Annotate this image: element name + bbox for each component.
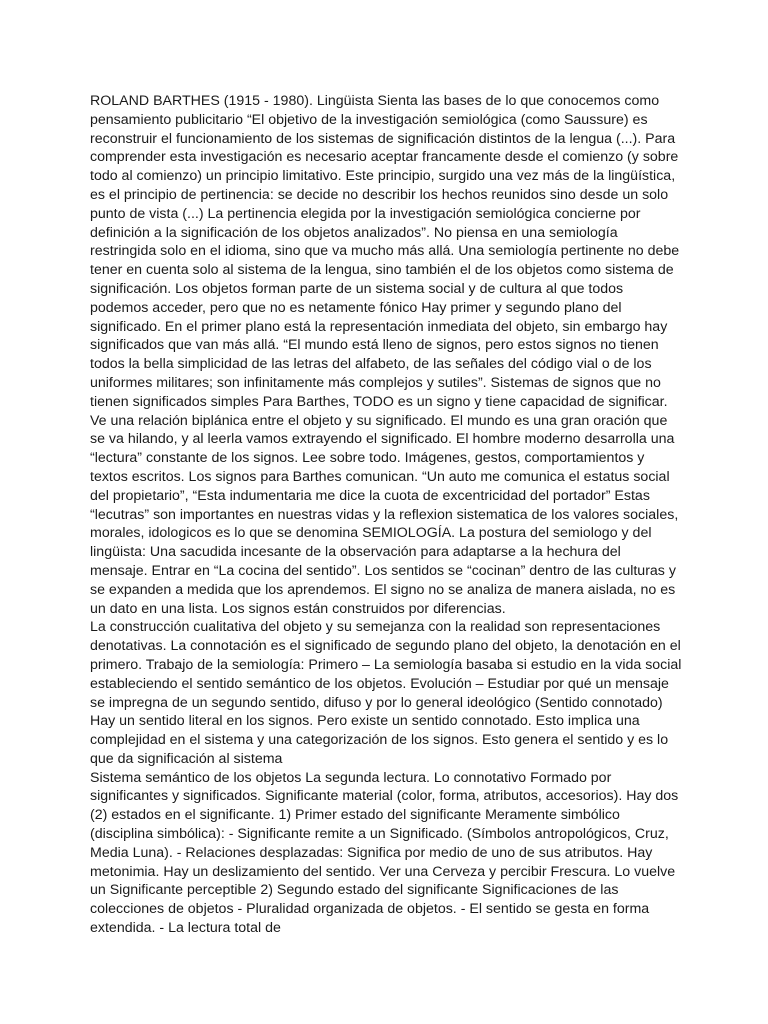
- paragraph-2: La construcción cualitativa del objeto y su semejanza con la realidad son representaciones denotativas. La connotación es el significado de segundo plano del objeto, la denotación en el primero. Trabajo de la semiología: Primero – La semiología basaba si estudio en la vida social estableciendo el sentido semántico de los objetos. Evolución – Estudiar por qué un mensaje se impregna de un segundo sentido, difuso y por lo general ideológico (Sentido connotado) Hay un sentido literal en los signos. Pero existe un sentido connotado. Esto implica una complejidad en el sistema y una categorización de los signos. Esto genera el sentido y es lo que da significación al sistema: [90, 619, 682, 767]
- paragraph-1: ROLAND BARTHES (1915 - 1980). Lingüista Sienta las bases de lo que conocemos como pensamiento publicitario “El objetivo de la investigación semiológica (como Saussure) es reconstruir el funcionamiento de los sistemas de significación distintos de la lengua (...). Para comprender esta investigación es necesario aceptar francamente desde el comienzo (y sobre todo al comienzo) un principio limitativo. Este principio, surgido una vez más de la lingüística, es el principio de pertinencia: se decide no describir los hechos reunidos sino desde un solo punto de vista (...) La pertinencia elegida por la investigación semiológica concierne por definición a la significación de los objetos analizados”. No piensa en una semiología restringida solo en el idioma, sino que va mucho más allá. Una semiología pertinente no debe tener en cuenta solo al sistema de la lengua, sino también el de los objetos como sistema de significación. Los objetos forman parte de un sistema social y de cultura al que todos podemos acceder, pero que no es netamente fónico Hay primer y segundo plano del significado. En el primer plano está la representación inmediata del objeto, sin embargo hay significados que van más allá. “El mundo está lleno de signos, pero estos signos no tienen todos la bella simplicidad de las letras del alfabeto, de las señales del código vial o de los uniformes militares; son infinitamente más complejos y sutiles”. Sistemas de signos que no tienen significados simples Para Barthes, TODO es un signo y tiene capacidad de significar. Ve una relación biplánica entre el objeto y su significado. El mundo es una gran oración que se va hilando, y al leerla vamos extrayendo el significado. El hombre moderno desarrolla una “lectura” constante de los signos. Lee sobre todo. Imágenes, gestos, comportamientos y textos escritos. Los signos para Barthes comunican. “Un auto me comunica el estatus social del propietario”, “Esta indumentaria me dice la cuota de excentricidad del portador” Estas “lecutras” son importantes en nuestras vidas y la reflexion sistematica de los valores sociales, morales, idologicos es lo que se denomina SEMIOLOGÍA. La postura del semiologo y del lingüista: Una sacudida incesante de la observación para adaptarse a la hechura del mensaje. Entrar en “La cocina del sentido”. Los sentidos se “cocinan” dentro de las culturas y se expanden a medida que los aprendemos. El signo no se analiza de manera aislada, no es un dato en una lista. Los signos están construidos por diferencias.: [90, 93, 680, 617]
- document-body: [90, 92, 682, 938]
- paragraph-3: Sistema semántico de los objetos La segunda lectura. Lo connotativo Formado por significantes y significados. Significante material (color, forma, atributos, accesorios). Hay dos (2) estados en el significante. 1) Primer estado del significante Meramente simbólico (disciplina simbólica): - Significante remite a un Significado. (Símbolos antropológicos, Cruz, Media Luna). - Relaciones desplazadas: Significa por medio de uno de sus atributos. Hay metonimia. Hay un deslizamiento del sentido. Ver una Cerveza y percibir Frescura. Lo vuelve un Significante perceptible 2) Segundo estado del significante Significaciones de las colecciones de objetos - Pluralidad organizada de objetos. - El sentido se gesta en forma extendida. - La lectura total de: [90, 769, 679, 937]
